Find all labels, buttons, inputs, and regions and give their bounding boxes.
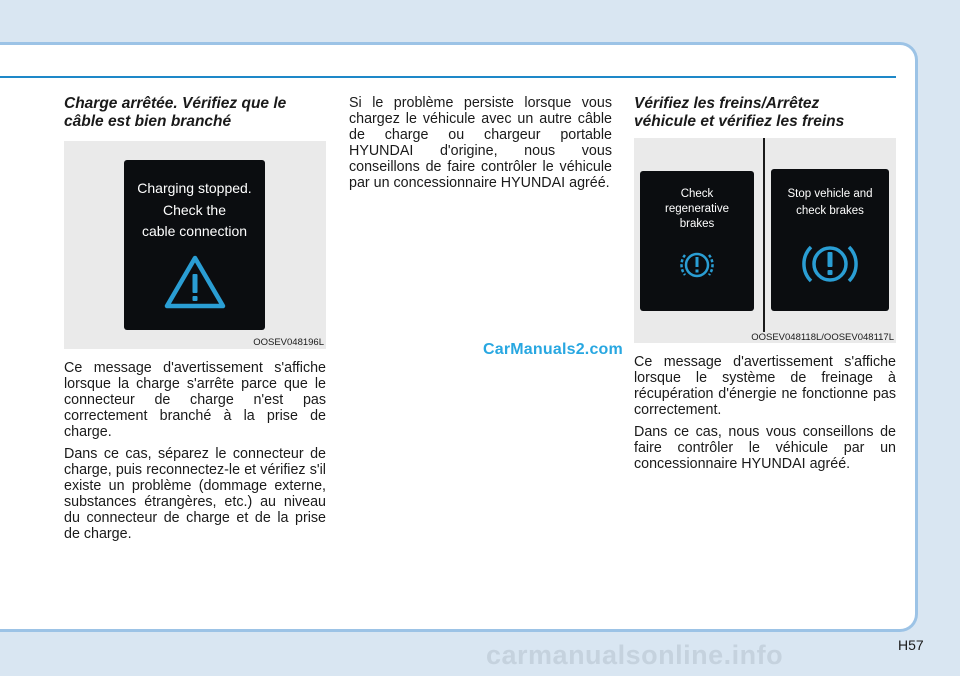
screen1-line-2: regenerative bbox=[665, 203, 729, 215]
left-paragraph-1: Ce message d'avertissement s'affiche lorsque la charge s'arrête parce que le connecteur de charge n'est pas correctement branché à la prise de charge. bbox=[64, 360, 326, 440]
heading-line-2: véhicule et vérifiez les freins bbox=[634, 113, 845, 130]
display-screen bbox=[124, 160, 265, 330]
right-paragraph-1: Ce message d'avertissement s'affiche lorsque le système de freinage à récupération d'énergie ne fonctionne pas correctement. bbox=[634, 354, 896, 418]
screen2-line-1: Stop vehicle and bbox=[787, 188, 873, 200]
screen1-line-1: Check bbox=[680, 188, 714, 200]
figure-caption: OOSEV048196L bbox=[253, 337, 324, 348]
right-paragraph-2: Dans ce cas, nous vous conseillons de faire contrôler le véhicule par un concessionnaire HYUNDAI agréé. bbox=[634, 424, 896, 472]
figure-brake-warnings bbox=[634, 138, 896, 343]
left-body bbox=[64, 360, 326, 548]
figure-divider bbox=[763, 138, 765, 343]
heading-line-1: Vérifiez les freins/Arrêtez bbox=[634, 95, 820, 112]
regen-brake-warning-icon bbox=[679, 247, 715, 283]
watermark-carmanuals2: CarManuals2.com bbox=[483, 341, 623, 358]
screen-line-2: Check the bbox=[162, 202, 227, 218]
display-screen-brakes bbox=[771, 169, 889, 311]
heading-line-2: câble est bien branché bbox=[64, 113, 232, 130]
screen-line-1: Charging stopped. bbox=[137, 180, 252, 196]
screen-line-3: cable connection bbox=[141, 223, 248, 239]
heading-charging-stopped bbox=[64, 95, 326, 131]
watermark-carmanualsonline: carmanualsonline.info bbox=[486, 640, 784, 670]
heading-check-brakes bbox=[634, 95, 896, 131]
page-number: H57 bbox=[898, 637, 924, 653]
figure-caption: OOSEV048118L/OOSEV048117L bbox=[751, 332, 894, 343]
right-body bbox=[634, 354, 896, 478]
heading-line-1: Charge arrêtée. Vérifiez que le bbox=[64, 95, 287, 112]
figure-charging-stopped bbox=[64, 141, 326, 349]
screen2-line-2: check brakes bbox=[796, 205, 864, 217]
display-screen-regen bbox=[640, 171, 754, 311]
brake-warning-icon bbox=[802, 238, 858, 290]
left-paragraph-2: Dans ce cas, séparez le connecteur de charge, puis reconnectez-le et vérifiez s'il existe un problème (dommage externe, substances étrangères, etc.) au niveau du connecteur de charge et de la prise de charge. bbox=[64, 446, 326, 542]
middle-body bbox=[349, 95, 612, 197]
warning-triangle-icon bbox=[163, 254, 227, 310]
screen1-line-3: brakes bbox=[679, 218, 715, 230]
middle-paragraph-1: Si le problème persiste lorsque vous chargez le véhicule avec un autre câble de charge ou chargeur portable HYUNDAI d'origine, nous vous conseillons de faire contrôler le véhicule par un concessionnaire HYUNDAI agréé. bbox=[349, 95, 612, 191]
top-rule bbox=[0, 76, 896, 78]
